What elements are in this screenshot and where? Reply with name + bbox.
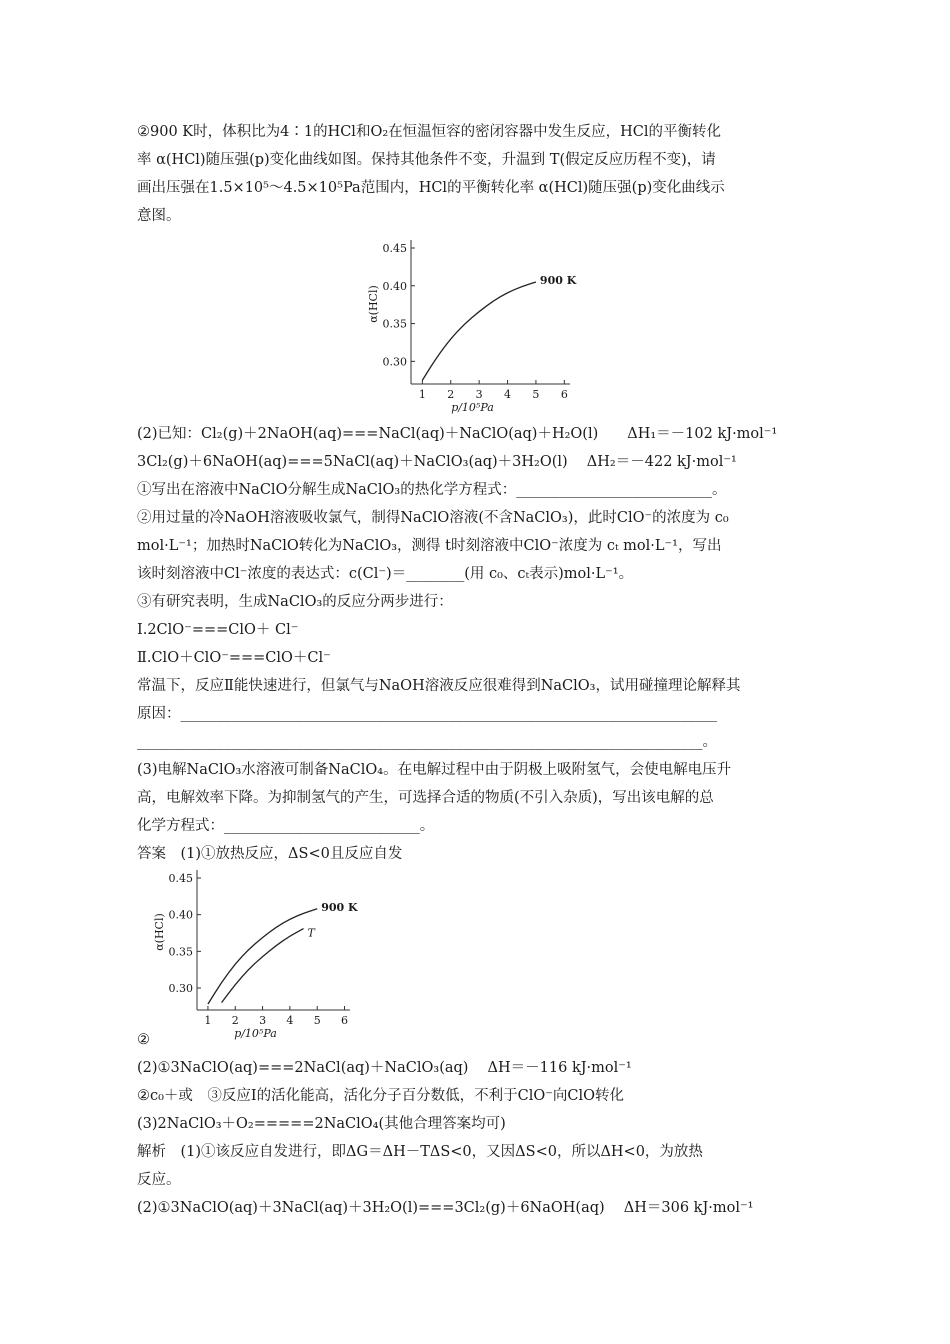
- q2-line-1: ②900 K时，体积比为4∶1的HCl和O₂在恒温恒容的密闭容器中发生反应，HCl的平衡转化: [137, 124, 722, 140]
- part3-line-1: (3)电解NaClO₃水溶液可制备NaClO₄。在电解过程中由于阴极上吸附氢气，会使电解电压升: [137, 762, 732, 778]
- part2-line-8: Ⅰ.2ClO⁻===ClO＋ Cl⁻: [137, 622, 299, 638]
- part2-line-5: mol·L⁻¹；加热时NaClO转化为NaClO₃，测得 t时刻溶液中ClO⁻浓度为 cₜ mol·L⁻¹，写出: [137, 538, 722, 554]
- q2-line-3: 画出压强在1.5×10⁵～4.5×10⁵Pa范围内，HCl的平衡转化率 α(HCl)随压强(p)变化曲线示: [137, 180, 725, 196]
- series-label: 900 K: [539, 274, 577, 287]
- y-tick-label: 0.35: [168, 945, 193, 959]
- answer-circle-2: ②: [137, 1032, 150, 1048]
- x-tick-label: 1: [204, 1014, 212, 1027]
- x-tick-label: 6: [341, 1014, 349, 1027]
- y-axis-label: α(HCl): [367, 285, 380, 323]
- part2-line-11: 原因：__________________________________________________________________________: [137, 706, 717, 722]
- answer-line-3: ②c₀＋或 ③反应Ⅰ的活化能高，活化分子百分数低，不利于ClO⁻向ClO转化: [137, 1088, 625, 1104]
- y-tick-label: 0.45: [168, 872, 193, 885]
- x-tick-label: 2: [447, 388, 455, 401]
- series-label: 900 K: [321, 900, 358, 914]
- part3-line-2: 高，电解效率下降。为抑制氢气的产生，可选择合适的物质(不引入杂质)，写出该电解的总: [137, 790, 714, 806]
- x-tick-label: 5: [313, 1014, 321, 1027]
- part2-line-12: ______________________________________________________________________________。: [137, 734, 717, 750]
- x-axis-label: p/10⁵Pa: [451, 401, 494, 414]
- x-tick-label: 2: [231, 1014, 239, 1027]
- x-tick-label: 3: [259, 1014, 267, 1027]
- answer-line-1: 答案 (1)①放热反应，ΔS<0且反应自发: [137, 846, 403, 862]
- q2-line-4: 意图。: [137, 208, 181, 224]
- y-axis-label: α(HCl): [153, 913, 166, 951]
- part2-line-3: ①写出在溶液中NaClO分解生成NaClO₃的热化学方程式：___________________________。: [137, 482, 727, 498]
- x-tick-label: 6: [560, 388, 568, 401]
- answer-line-2: (2)①3NaClO(aq)===2NaCl(aq)＋NaClO₃(aq) ΔH＝－116 kJ·mol⁻¹: [137, 1060, 632, 1076]
- x-tick-label: 5: [532, 388, 540, 401]
- y-tick-label: 0.45: [382, 242, 407, 255]
- series-line-900k: [422, 282, 536, 380]
- x-tick-label: 4: [504, 388, 512, 401]
- x-tick-label: 1: [418, 388, 426, 401]
- q2-line-2: 率 α(HCl)随压强(p)变化曲线如图。保持其他条件不变，升温到 T(假定反应历程不变)，请: [137, 152, 716, 168]
- x-tick-label: 4: [286, 1014, 294, 1027]
- part2-line-2: 3Cl₂(g)＋6NaOH(aq)===5NaCl(aq)＋NaClO₃(aq)＋3H₂O(l) ΔH₂＝－422 kJ·mol⁻¹: [137, 454, 737, 470]
- analysis-line-1: 解析 (1)①该反应自发进行，即ΔG＝ΔH－TΔS<0，又因ΔS<0，所以ΔH<0，为放热: [137, 1144, 703, 1160]
- part2-line-10: 常温下，反应Ⅱ能快速进行，但氯气与NaOH溶液反应很难得到NaClO₃，试用碰撞理论解释其: [137, 678, 741, 694]
- series-label: T: [307, 926, 315, 940]
- chart-900k: [355, 232, 595, 420]
- chart-900k-and-t: [150, 866, 365, 1044]
- analysis-line-3: (2)①3NaClO(aq)＋3NaCl(aq)＋3H₂O(l)===3Cl₂(g)＋6NaOH(aq) ΔH＝306 kJ·mol⁻¹: [137, 1200, 754, 1216]
- y-tick-label: 0.40: [382, 279, 407, 293]
- x-tick-label: 3: [475, 388, 483, 401]
- answer-line-4: (3)2NaClO₃＋O₂=====2NaClO₄(其他合理答案均可): [137, 1116, 506, 1132]
- part2-line-7: ③有研究表明，生成NaClO₃的反应分两步进行：: [137, 594, 453, 610]
- y-tick-label: 0.30: [168, 982, 193, 995]
- part2-line-6: 该时刻溶液中Cl⁻浓度的表达式：c(Cl⁻)＝________(用 c₀、cₜ表示)mol·L⁻¹。: [137, 566, 634, 582]
- part2-line-1: (2)已知：Cl₂(g)＋2NaOH(aq)===NaCl(aq)＋NaClO(aq)＋H₂O(l) ΔH₁＝－102 kJ·mol⁻¹: [137, 426, 778, 442]
- part2-line-4: ②用过量的冷NaOH溶液吸收氯气，制得NaClO溶液(不含NaClO₃)，此时ClO⁻的浓度为 c₀: [137, 510, 729, 526]
- y-tick-label: 0.35: [382, 317, 407, 331]
- part3-line-3: 化学方程式：___________________________。: [137, 818, 435, 834]
- y-tick-label: 0.30: [382, 355, 407, 369]
- analysis-line-2: 反应。: [137, 1172, 181, 1188]
- part2-line-9: Ⅱ.ClO＋ClO⁻===ClO＋Cl⁻: [137, 650, 331, 666]
- x-axis-label: p/10⁵Pa: [234, 1027, 277, 1040]
- y-tick-label: 0.40: [168, 908, 193, 922]
